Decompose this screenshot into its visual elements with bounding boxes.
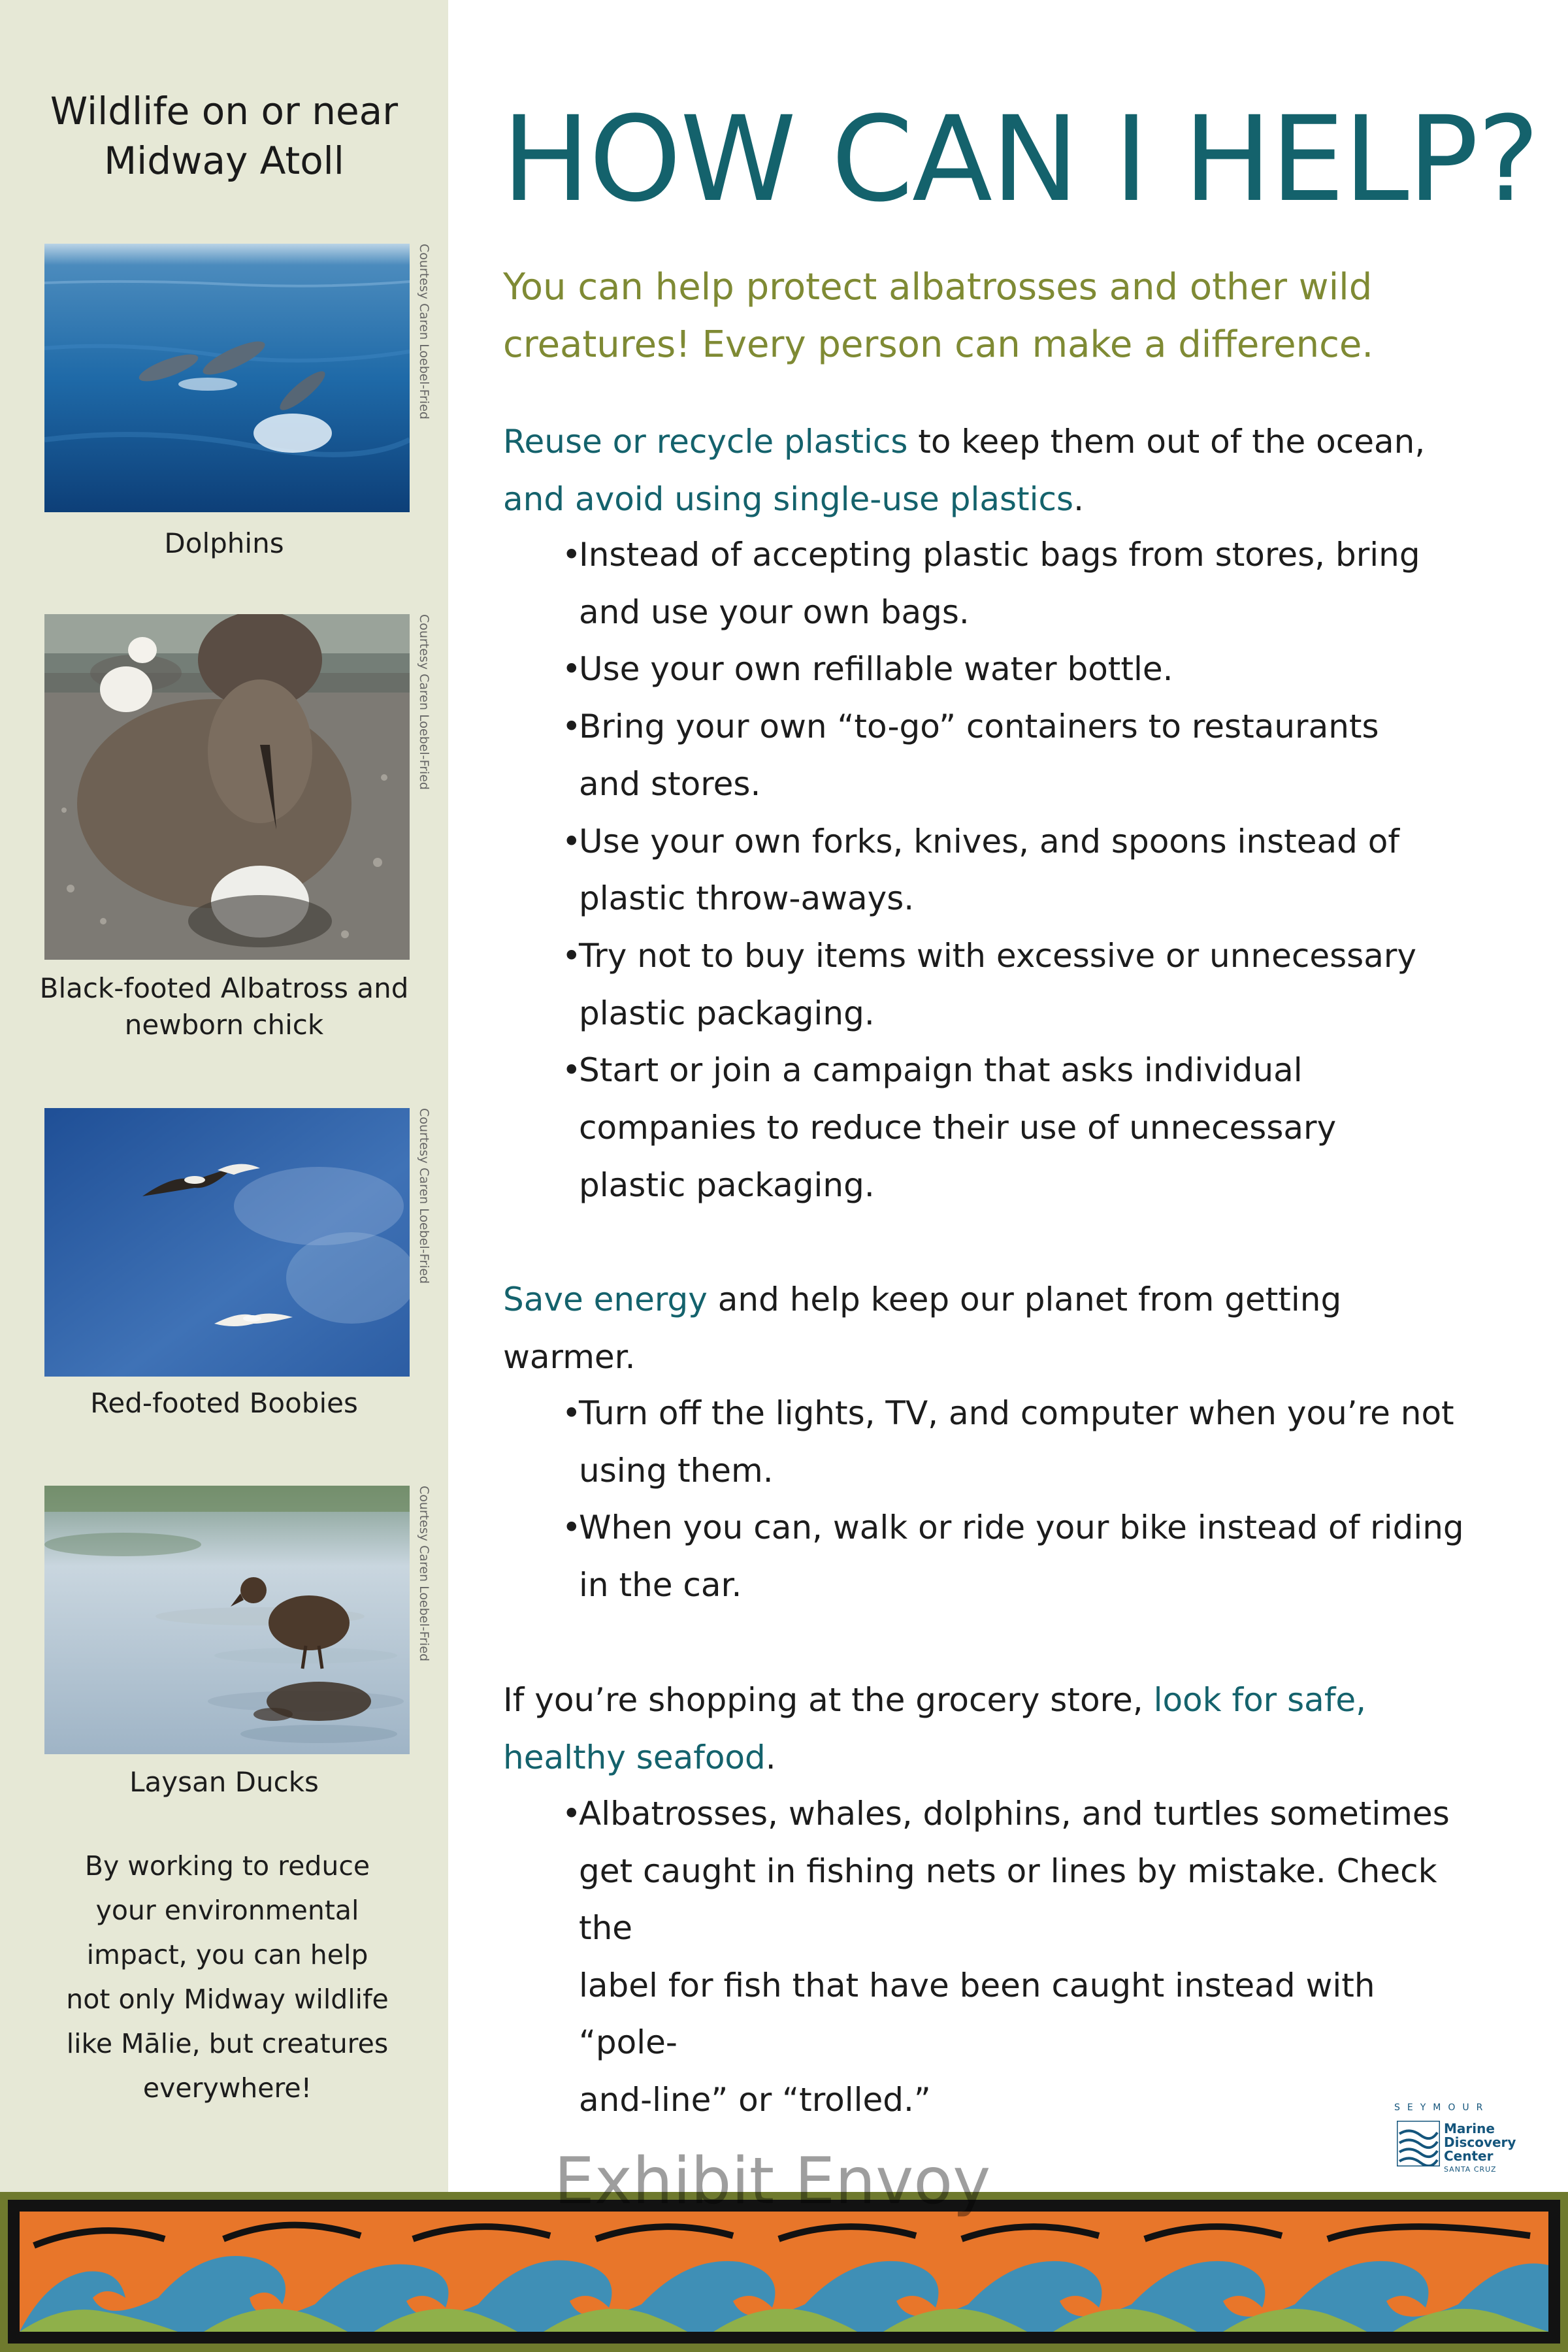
- boobies-photo: [44, 1108, 410, 1377]
- photo-credit: Courtesy Caren Loebel-Fried: [417, 1486, 431, 1661]
- bullet-line: • Use your own refillable water bottle.: [579, 650, 1173, 689]
- energy-lead: [503, 1271, 1522, 1386]
- bullet-line: • Bring your own “to-go” containers to restaurants: [579, 708, 1379, 746]
- seafood-lead-text: If you’re shopping at the grocery store,: [503, 1681, 1154, 1719]
- intro-line: creatures! Every person can make a difference.: [503, 323, 1374, 366]
- bullet-line: • Use your own forks, knives, and spoons instead of: [579, 822, 1399, 860]
- bullet-line: • Try not to buy items with excessive or unnecessary: [579, 936, 1416, 975]
- albatross-photo: [44, 614, 410, 960]
- sidebar-note-line: By working to reduce: [84, 1850, 370, 1882]
- ducks-caption: Laysan Ducks: [129, 1766, 319, 1798]
- bullet-line: and stores.: [579, 764, 761, 803]
- bullet-line: label for fish that have been caught instead with “pole-: [579, 1966, 1375, 2061]
- sidebar-note-line: your environmental: [95, 1895, 359, 1926]
- list-item: [555, 1786, 1457, 2129]
- energy-lead-line2: warmer.: [503, 1338, 636, 1376]
- logo-name: [1444, 2122, 1516, 2163]
- bullet-line: plastic throw-aways.: [579, 879, 915, 918]
- energy-bullet-list: [555, 1385, 1470, 1614]
- logo-subtitle: SANTA CRUZ: [1444, 2165, 1497, 2174]
- logo-line: Discovery: [1444, 2134, 1516, 2150]
- sidebar-note-line: everywhere!: [142, 2072, 312, 2104]
- bullet-line: • Albatrosses, whales, dolphins, and turtles sometimes: [579, 1795, 1450, 1833]
- plastics-lead-text: to keep them out of the ocean,: [907, 423, 1426, 461]
- bullet-line: plastic packaging.: [579, 994, 875, 1032]
- albatross-caption-line1: Black-footed Albatross and: [39, 972, 409, 1004]
- sidebar: [0, 0, 448, 2192]
- sidebar-note-line: like Mālie, but creatures: [66, 2028, 389, 2059]
- list-item: [555, 1499, 1470, 1614]
- seafood-lead: [503, 1671, 1522, 1786]
- intro-line: You can help protect albatrosses and other wild: [503, 266, 1373, 308]
- plastics-lead-end: .: [1073, 480, 1084, 518]
- logo-line: Center: [1444, 2148, 1494, 2164]
- bullet-line: • Turn off the lights, TV, and computer when you’re not: [579, 1394, 1454, 1432]
- list-item: [555, 928, 1470, 1042]
- bullet-line: and use your own bags.: [579, 593, 970, 631]
- sidebar-title: [0, 86, 448, 186]
- plastics-bullet-list: [555, 527, 1470, 1214]
- plastics-highlight: Reuse or recycle plastics: [503, 423, 908, 461]
- list-item: [555, 1042, 1470, 1214]
- seafood-lead-end: .: [765, 1739, 776, 1776]
- dolphins-photo: [44, 244, 410, 512]
- photo-credit: Courtesy Caren Loebel-Fried: [417, 244, 431, 419]
- list-item: [555, 527, 1470, 641]
- albatross-caption-line2: newborn chick: [124, 1009, 324, 1041]
- page-title: HOW CAN I HELP?: [502, 91, 1539, 228]
- seafood-highlight-2: healthy seafood: [503, 1739, 766, 1776]
- list-item: [555, 698, 1470, 813]
- sidebar-title-line2: Midway Atoll: [104, 139, 344, 183]
- ducks-photo: [44, 1486, 410, 1754]
- bullet-line: • Instead of accepting plastic bags from stores, bring: [579, 536, 1420, 574]
- intro-text: [503, 259, 1496, 374]
- energy-lead-text: and help keep our planet from getting: [707, 1281, 1342, 1318]
- seafood-bullet-list: [555, 1786, 1457, 2129]
- bullet-line: • When you can, walk or ride your bike instead of riding: [579, 1509, 1464, 1546]
- sidebar-note: [46, 1844, 409, 2110]
- marine-discovery-center-logo: [1394, 2102, 1548, 2176]
- footer-wave-pattern: [8, 2200, 1560, 2344]
- logo-top-text: SEYMOUR: [1394, 2102, 1490, 2113]
- wave-logo-icon: [1397, 2121, 1440, 2166]
- list-item: [555, 641, 1470, 698]
- single-use-highlight: and avoid using single-use plastics: [503, 480, 1074, 518]
- plastics-lead: [503, 413, 1522, 528]
- seafood-highlight: look for safe,: [1153, 1681, 1367, 1719]
- sidebar-title-line1: Wildlife on or near: [50, 89, 399, 133]
- albatross-caption: [0, 970, 448, 1043]
- list-item: [555, 813, 1470, 928]
- sidebar-note-line: impact, you can help: [86, 1939, 368, 1970]
- bullet-line: plastic packaging.: [579, 1166, 875, 1204]
- photo-credit: Courtesy Caren Loebel-Fried: [417, 1108, 431, 1284]
- list-item: [555, 1385, 1470, 1499]
- dolphins-caption: Dolphins: [164, 527, 284, 559]
- watermark: Exhibit Envoy: [554, 2144, 991, 2219]
- bullet-line: in the car.: [579, 1565, 742, 1604]
- boobies-caption: Red-footed Boobies: [90, 1387, 358, 1419]
- photo-credit: Courtesy Caren Loebel-Fried: [417, 614, 431, 790]
- bullet-line: get caught in fishing nets or lines by mistake. Check the: [579, 1852, 1437, 1947]
- logo-line: Marine: [1444, 2121, 1495, 2136]
- bullet-line: companies to reduce their use of unnecessary: [579, 1109, 1337, 1147]
- bullet-line: • Start or join a campaign that asks individual: [579, 1051, 1303, 1090]
- energy-highlight: Save energy: [503, 1281, 708, 1318]
- bullet-line: using them.: [579, 1451, 774, 1490]
- bullet-line: and-line” or “trolled.”: [579, 2080, 931, 2119]
- sidebar-note-line: not only Midway wildlife: [66, 1984, 389, 2015]
